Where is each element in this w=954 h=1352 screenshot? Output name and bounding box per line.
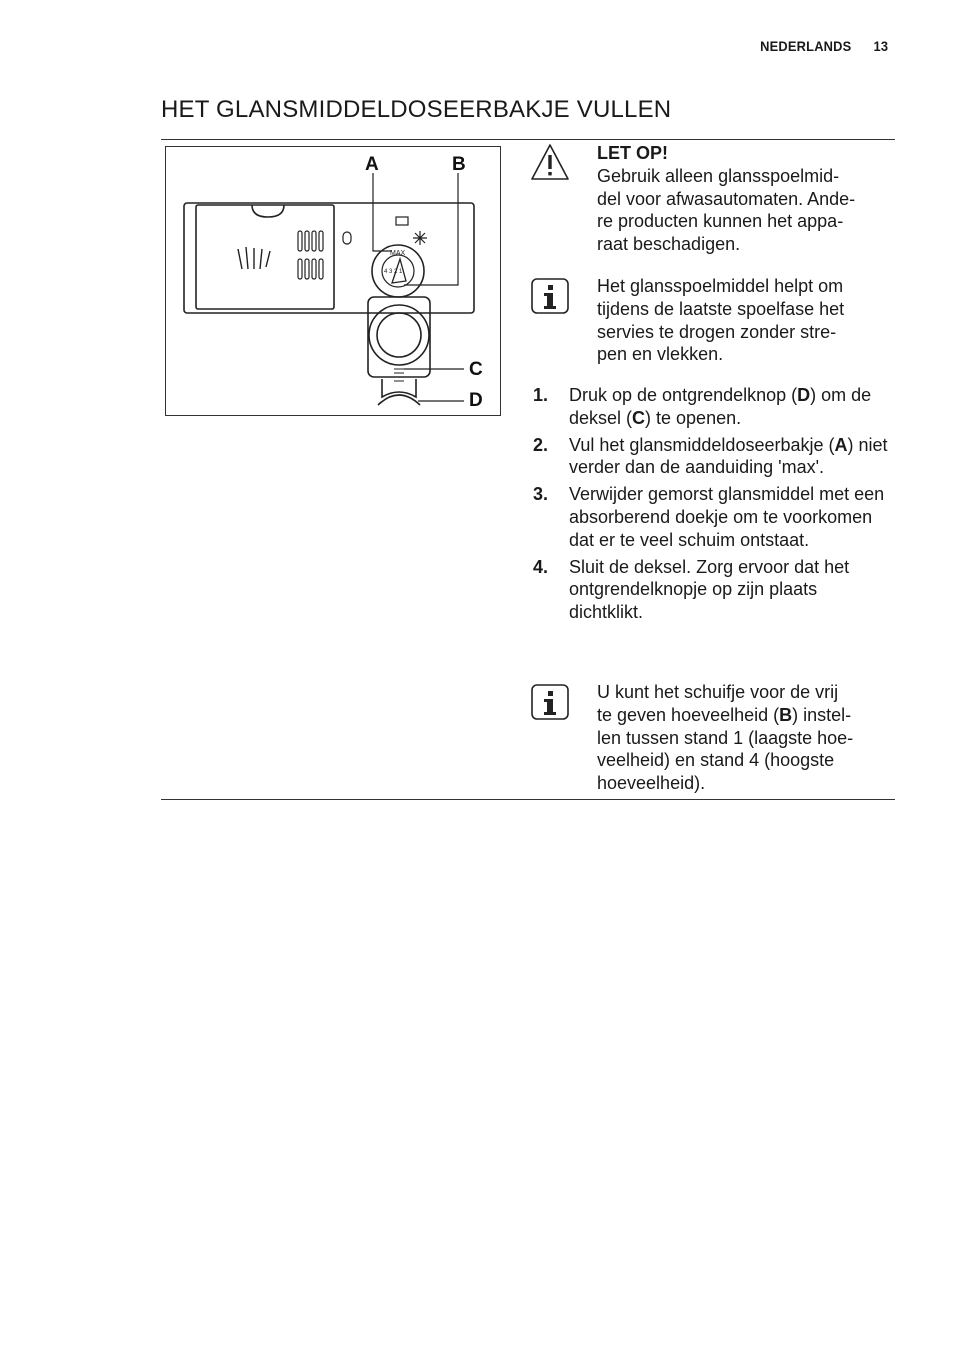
info-icon: [530, 683, 570, 723]
section-name: NEDERLANDS: [759, 38, 852, 54]
callout-b: B: [452, 154, 466, 175]
page-header: [760, 38, 888, 54]
warning-text: Gebruik alleen glansspoelmid- del voor afwasautomaten. Ande- re producten kunnen het appa- raat beschadigen.: [597, 165, 856, 255]
callout-ref: D: [797, 385, 811, 405]
page-title: HET GLANSMIDDELDOSEERBAKJE VULLEN: [161, 96, 672, 123]
callout-d: D: [469, 390, 483, 411]
instruction-steps: [530, 384, 890, 628]
callout-c: C: [469, 359, 483, 380]
leader-b: [404, 173, 458, 285]
leader-a: [373, 173, 392, 251]
bottom-divider: [161, 799, 895, 800]
page-number: 13: [873, 38, 888, 54]
warning-label: LET OP!: [597, 143, 668, 163]
step-number: 3.: [533, 484, 549, 505]
step-number: 4.: [533, 556, 549, 577]
callout-ref: B: [779, 704, 793, 725]
reservoir-cap: [369, 305, 429, 365]
dial-max-label: MAX: [390, 250, 406, 257]
detergent-lid: [196, 205, 334, 309]
dispenser-illustration: [165, 146, 501, 416]
dispenser-panel: [184, 203, 474, 313]
rinse-aid-symbol-icon: [413, 231, 427, 245]
detergent-symbol-icon: [238, 247, 270, 269]
info-icon: [530, 277, 570, 317]
lid-handle: [252, 205, 284, 217]
step-item: 2. Vul het glansmiddeldoseerbakje (A) niet verder dan de aanduiding 'max'.: [533, 434, 888, 478]
step-number: 1.: [533, 385, 549, 405]
warning-text-block: [597, 142, 892, 256]
callout-ref: A: [834, 434, 848, 455]
release-ribs: [394, 369, 404, 381]
info-text-2: U kunt het schuifje voor de vrij te geven hoeveelheid (B) instel- len tussen stand 1 (laagste hoe- veelheid) en stand 4 (hoogste hoeveelheid).: [597, 682, 854, 794]
dispenser-drawing: [166, 147, 502, 417]
warning-triangle-icon: [530, 142, 570, 182]
top-divider: [161, 139, 895, 140]
slot-grid: [298, 231, 323, 279]
step-item: 1. Druk op de ontgrendelknop (D) om de deksel (C) te openen.: [533, 385, 872, 428]
rinse-aid-window: [396, 217, 408, 225]
step-number: 2.: [533, 434, 549, 455]
step-item: 4. Sluit de deksel. Zorg ervoor dat het ontgrendelknopje op zijn plaats dichtklikt.: [533, 556, 850, 623]
callout-ref: C: [632, 407, 646, 428]
step-item: 3. Verwijder gemorst glansmiddel met een absorberend doekje om te voorkomen dat er te veel schuim ontstaat.: [533, 484, 885, 550]
dial-scale-label: 4 3 2 1: [384, 269, 403, 275]
callout-a: A: [365, 154, 379, 175]
info-text-1: Het glansspoelmiddel helpt om tijdens de laatste spoelfase het servies te drogen zonder stre- pen en vlekken.: [597, 276, 845, 365]
